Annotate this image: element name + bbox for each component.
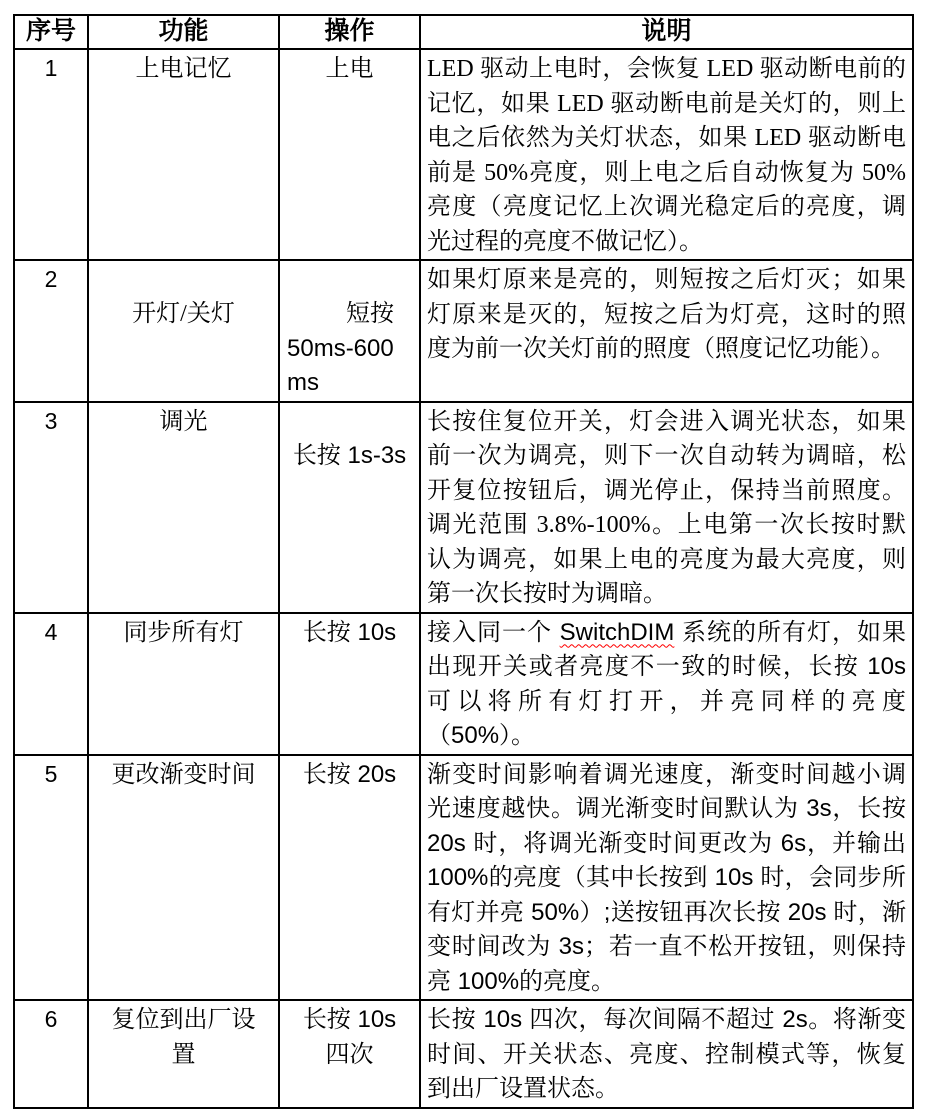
table-row-4 [14,613,913,755]
row-1-operation: 上电 [279,49,420,260]
row-4-description-post: 系统的所有灯，如果出现开关或者亮度不一致的时候，长按 10s 可以将所有灯打开，并亮同样的亮度（50%）。 [427,618,906,749]
table-row-1 [14,49,913,260]
row-2-number: 2 [14,260,88,402]
row-6-description: 长按 10s 四次，每次间隔不超过 2s。将渐变时间、开关状态、亮度、控制模式等，恢复到出厂设置状态。 [420,1000,913,1108]
row-6-number: 6 [14,1000,88,1108]
row-5-description: 渐变时间影响着调光速度，渐变时间越小调光速度越快。调光渐变时间默认为 3s，长按 20s 时，将调光渐变时间更改为 6s，并输出 100%的亮度（其中长按到 10s 时，会同步所有灯并亮 50%）;送按钮再次长按 20s 时，渐变时间改为 3s；若一直不松开按钮，则保持亮 100%的亮度。 [420,755,913,1001]
table-row-5 [14,755,913,1001]
row-4-description [420,613,913,755]
row-3-number: 3 [14,402,88,613]
row-5-number: 5 [14,755,88,1001]
row-5-function: 更改渐变时间 [88,755,279,1001]
table-row-6 [14,1000,913,1108]
row-1-number: 1 [14,49,88,260]
row-2-operation-line-1: 短按 [346,300,394,327]
row-2-operation-line-3: ms [287,369,319,396]
row-4-description-pre: 接入同一个 [427,618,560,646]
row-6-operation-line-2: 四次 [325,1040,374,1068]
row-5-operation: 长按 20s [279,755,420,1001]
row-6-operation-line-1: 长按 10s [302,1006,397,1033]
row-6-operation [279,1000,420,1108]
spellcheck-underlined-word: SwitchDIM [559,618,675,646]
row-2-description: 如果灯原来是亮的，则短按之后灯灭；如果灯原来是灭的，短按之后为灯亮，这时的照度为前一次关灯前的照度（照度记忆功能）。 [420,260,913,402]
row-4-function: 同步所有灯 [88,613,279,755]
switchdim-function-table [13,14,914,1109]
row-4-operation: 长按 10s [279,613,420,755]
row-4-number: 4 [14,613,88,755]
row-2-operation [279,260,420,402]
col-header-operation: 操作 [279,15,420,49]
col-header-number: 序号 [14,15,88,49]
row-1-function: 上电记忆 [88,49,279,260]
table-row-2 [14,260,913,402]
row-6-function [88,1000,279,1108]
col-header-function: 功能 [88,15,279,49]
row-3-operation: 长按 1s-3s [279,402,420,613]
row-2-operation-line-2: 50ms-600 [287,334,394,362]
table-row-3 [14,402,913,613]
row-6-function-line-1: 复位到出厂设 [111,1007,256,1033]
row-6-function-line-2: 置 [171,1041,196,1068]
row-1-description: LED 驱动上电时，会恢复 LED 驱动断电前的记忆，如果 LED 驱动断电前是关灯的，则上电之后依然为关灯状态，如果 LED 驱动断电前是 50%亮度，则上电之后自动恢复为 50% 亮度（亮度记忆上次调光稳定后的亮度，调光过程的亮度不做记忆）。 [420,49,913,260]
row-3-function: 调光 [88,402,279,613]
col-header-description: 说明 [420,15,913,49]
row-2-function: 开灯/关灯 [88,260,279,402]
row-3-description: 长按住复位开关，灯会进入调光状态，如果前一次为调亮，则下一次自动转为调暗，松开复位按钮后，调光停止，保持当前照度。调光范围 3.8%-100%。上电第一次长按时默认为调亮，如果上电的亮度为最大亮度，则第一次长按时为调暗。 [420,402,913,613]
header-row [14,15,913,49]
